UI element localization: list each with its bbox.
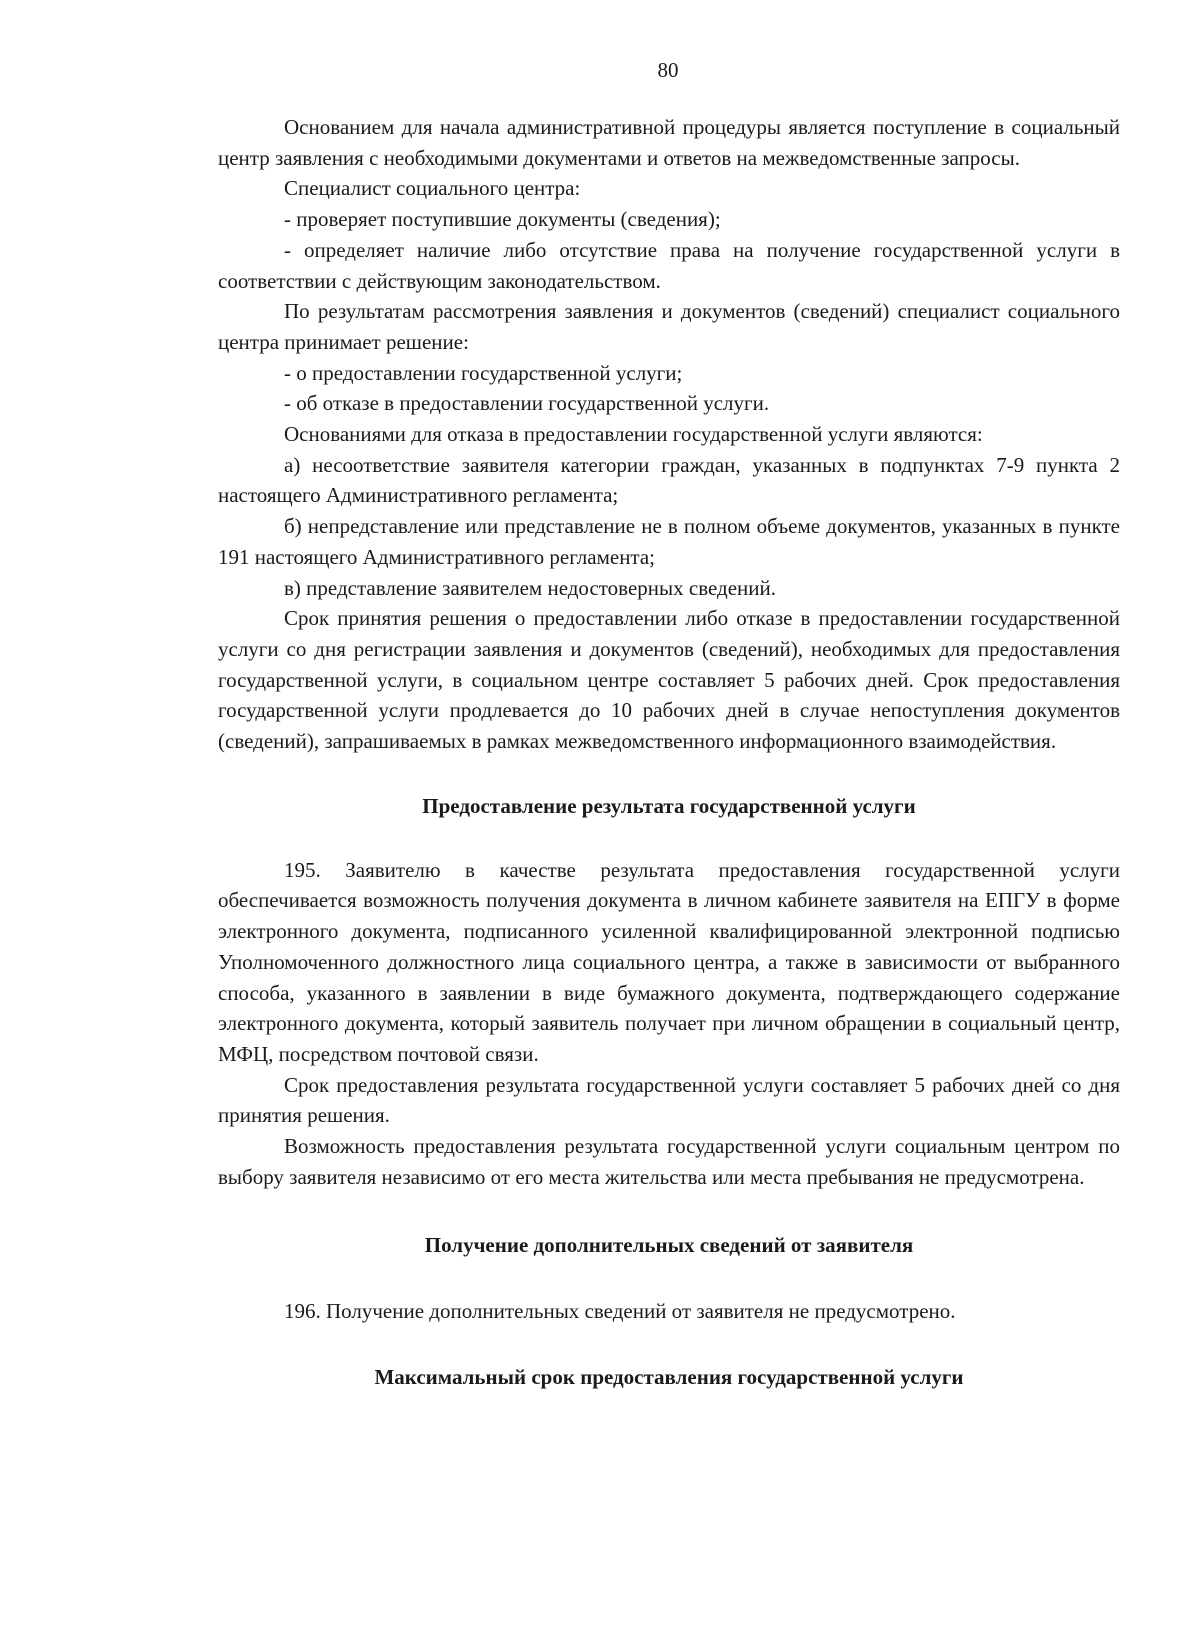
list-item: а) несоответствие заявителя категории граждан, указанных в подпунктах 7-9 пункта 2 настоящего Административного регламента; [218,452,1120,508]
paragraph: Основанием для начала административной процедуры является поступление в социальный центр заявления с необходимыми документами и ответов на межведомственные запросы. [218,115,1120,170]
document-body [218,112,1120,1392]
paragraph: Срок принятия решения о предоставлении либо отказе в предоставлении государственной услуги со дня регистрации заявления и документов (сведений), необходимых для предоставления государственной услуги, в социальном центре составляет 5 рабочих дней. Срок предоставления государственной услуги продлевается до 10 рабочих дней в случае непоступления документов (сведений), запрашиваемых в рамках межведомственного информационного взаимодействия. [218,606,1120,754]
paragraph: 196. Получение дополнительных сведений от заявителя не предусмотрено. [284,1298,956,1323]
list-item: - о предоставлении государственной услуги; [284,360,683,385]
section-heading-max-term: Максимальный срок предоставления государственной услуги [374,1365,964,1390]
list-item: - об отказе в предоставлении государственной услуги. [284,391,770,416]
page-number: 80 [657,58,679,82]
paragraph: Срок предоставления результата государственной услуги составляет 5 рабочих дней со дня принятия решения. [218,1072,1120,1128]
paragraph: Основаниями для отказа в предоставлении государственной услуги являются: [284,422,983,447]
list-item: - определяет наличие либо отсутствие права на получение государственной услуги в соответствии с действующим законодательством. [218,237,1120,293]
paragraph: Возможность предоставления результата государственной услуги социальным центром по выбору заявителя независимо от его места жительства или места пребывания не предусмотрена. [218,1134,1120,1189]
list-item: в) представление заявителем недостоверных сведений. [284,575,777,600]
paragraph: 195. Заявителю в качестве результата предоставления государственной услуги обеспечивается возможность получения документа в личном кабинете заявителя на ЕПГУ в форме электронного документа, подписанного усиленной квалифицированной электронной подписью Уполномоченного должностного лица социального центра, а также в зависимости от выбранного способа, указанного в заявлении в виде бумажного документа, подтверждающего содержание электронного документа, который заявитель получает при личном обращении в социальный центр, МФЦ, посредством почтовой связи. [218,857,1120,1066]
paragraph: По результатам рассмотрения заявления и документов (сведений) специалист социального центра принимает решение: [218,299,1120,354]
list-item: б) непредставление или представление не в полном объеме документов, указанных в пункте 191 настоящего Административного регламента; [218,514,1120,569]
list-item: - проверяет поступившие документы (сведения); [284,207,721,232]
section-heading-result: Предоставление результата государственной услуги [422,793,916,818]
paragraph: Специалист социального центра: [284,176,581,201]
section-heading-additional: Получение дополнительных сведений от заявителя [424,1232,914,1257]
